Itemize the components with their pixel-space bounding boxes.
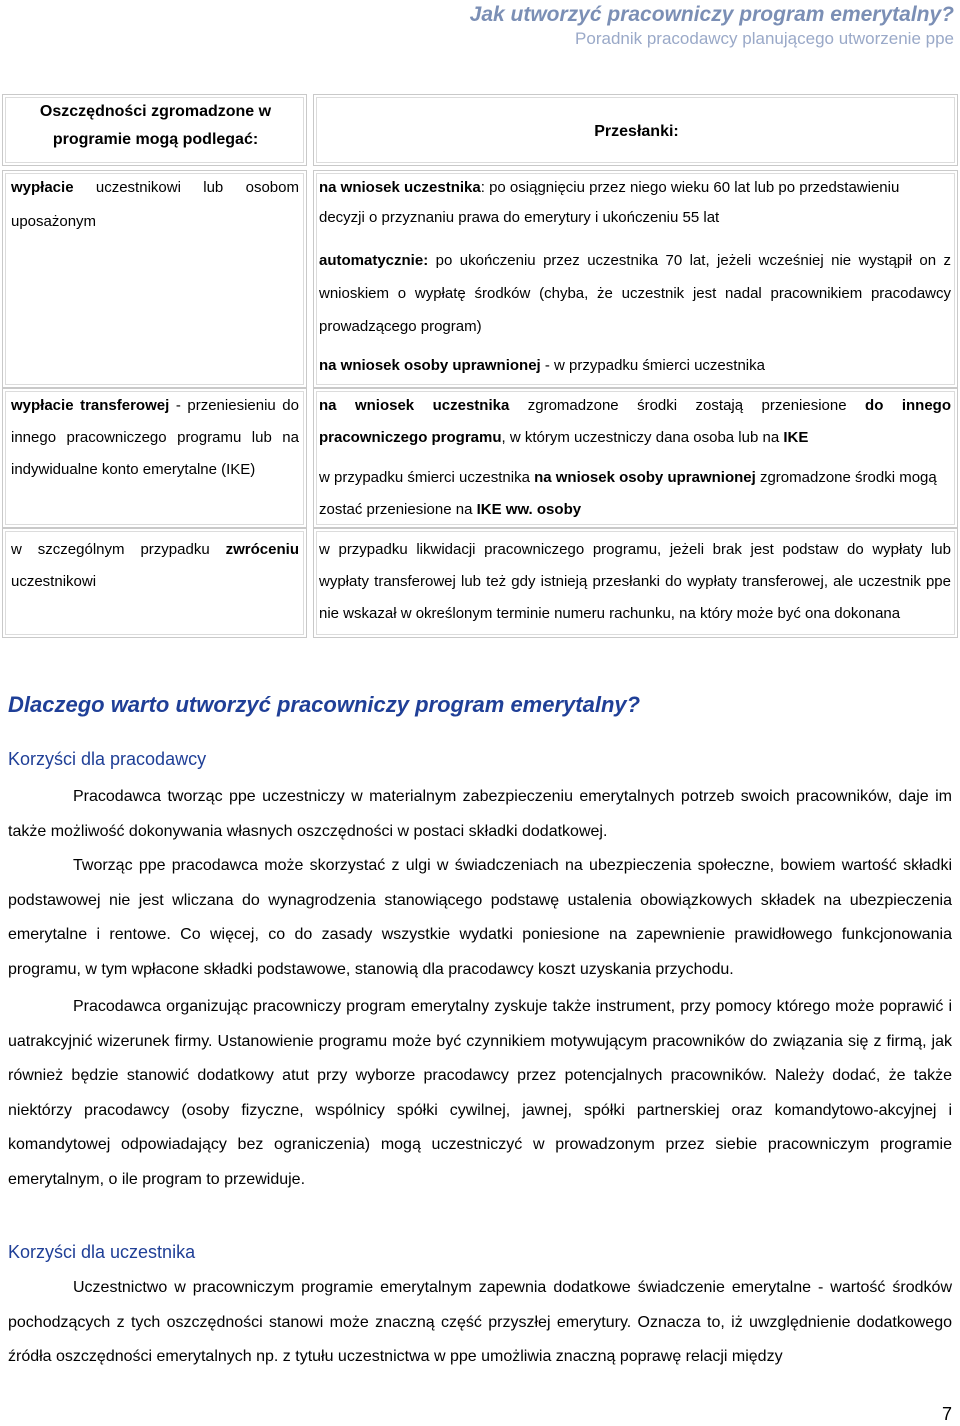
r1-left-line1 — [11, 171, 299, 204]
r2-left-line1 — [11, 389, 299, 422]
r1-left-word2: uczestnikowi — [95, 179, 181, 196]
r2-left-line3: indywidualne konto emerytalne (IKE) — [11, 461, 256, 478]
paragraph-2: Tworząc ppe pracodawca może skorzystać z ulgi w świadczeniach na ubezpieczenia społeczne, bowiem wartość składki podstawowej nie jest wliczana do wynagrodzenia stanowiącego podstawę ustalenia obowiązkowych składek na ubezpieczenia emerytalne i rentowe. Co więcej, co do zasady wszystkie wydatki poniesione na zapewnienie prawidłowego funkcjonowania programu, w tym wpłacone składki podstawowe, stanowią dla pracodawcy koszt uzyskania przychodu. — [8, 857, 952, 978]
r3-right-line3: nie wskazał w określonym terminie numeru rachunku, na który może być ona dokonana — [319, 605, 901, 622]
r1-p3-bold: na wniosek osoby uprawnionej — [319, 357, 541, 374]
r2-right-line2 — [319, 421, 808, 454]
running-header — [470, 2, 954, 50]
table-row-3-right — [313, 528, 958, 638]
r1-p1-bold: na wniosek uczestnika — [319, 179, 481, 196]
r1-right-p2-line2: wnioskiem o wypłatę środków (chyba, że uczestnik jest nadal pracownikiem pracodawcy — [319, 285, 951, 302]
r2-l2-bold2: IKE — [783, 429, 809, 446]
r3-left-pre: w szczególnym przypadku — [11, 541, 226, 558]
r1-right-p2-line3: prowadzącego program) — [319, 318, 482, 335]
r2-l1-bold2: do innego — [865, 397, 951, 414]
r2-l3-pre: w przypadku śmierci uczestnika — [319, 469, 535, 486]
conditions-table — [2, 94, 958, 638]
r2-l2-bold: pracowniczego programu — [319, 429, 502, 446]
col1-header: Oszczędności zgromadzone w programie mogą podlegać: — [39, 103, 272, 148]
header-subtitle: Poradnik pracodawcy planującego utworzenie ppe — [575, 29, 954, 48]
page-number: 7 — [941, 1404, 952, 1424]
table-header-right-cell — [313, 94, 958, 166]
r3-left-line1 — [11, 533, 299, 566]
employer-benefits-heading: Korzyści dla pracodawcy — [8, 749, 207, 769]
table-header-left-cell — [2, 94, 307, 166]
r2-left-bold: wypłacie transferowej — [11, 397, 170, 414]
r1-left-word1: wypłacie — [11, 179, 74, 196]
paragraph-1: Pracodawca tworząc ppe uczestniczy w materialnym zabezpieczeniu emerytalnych potrzeb swoich pracowników, daje im także możliwość dokonywania własnych oszczędności w postaci składki dodatkowej. — [8, 788, 952, 840]
table-row-1-right — [313, 170, 958, 388]
paragraph-3: Pracodawca organizując pracowniczy program emerytalny zyskuje także instrument, przy pomocy którego może poprawić i uatrakcyjnić wizerunek firmy. Ustanowienie programu może być czynnikiem motywującym pracowników do związania się z firmą, jak również będzie stanowić dodatkowy atut przy wyborze pracodawcy przez potencjalnych pracowników. Należy dodać, że także niektórzy pracodawcy (osoby fizyczne, wspólnicy spółki cywilnej, jawnej, spółki partnerskiej oraz komandytowo-akcyjnej i komandytowej odpowiadający bez ograniczenia) mogą uczestniczyć w prowadzonym przez siebie pracowniczym programie emerytalnym, o ile program to przewiduje. — [8, 998, 952, 1188]
r1-right-p2-line1 — [319, 244, 951, 277]
col2-header: Przesłanki: — [594, 123, 679, 140]
table-row-1-left — [2, 170, 307, 388]
r3-right-line2: wypłaty transferowej lub też gdy istnieją przesłanki do wypłaty transferowej, ale uczestnik ppe — [319, 573, 951, 590]
r1-p1-rest: : po osiągnięciu przez niego wieku 60 lat lub po przedstawieniu — [480, 179, 900, 196]
r1-p3-rest: - w przypadku śmierci uczestnika — [540, 357, 765, 374]
r1-p2-rest: po ukończeniu przez uczestnika 70 lat, jeżeli wcześniej nie wystąpił on z — [428, 252, 951, 269]
r2-right-line3 — [319, 461, 937, 494]
r1-left-word4: osobom — [245, 179, 299, 196]
r2-l3-bold: na wniosek osoby uprawnionej — [534, 469, 756, 486]
paragraph-4: Uczestnictwo w pracowniczym programie emerytalnym zapewnia dodatkowe świadczenie emerytalne - wartość środków pochodzących z tych oszczędności stanowi może znaczną część przyszłej emerytury. Oznacza to, iż uwzględnienie dodatkowego źródła oszczędności emerytalnych np. z tytułu uczestnictwa w ppe umożliwia znaczną poprawę relacji między — [8, 1279, 952, 1365]
r1-p2-bold: automatycznie: — [319, 252, 429, 269]
r2-right-line1 — [319, 389, 951, 422]
section-heading: Dlaczego warto utworzyć pracowniczy program emerytalny? — [8, 692, 641, 717]
r2-l1-bold: na wniosek uczestnika — [319, 397, 510, 414]
r3-left-line2: uczestnikowi — [11, 573, 97, 590]
r2-l1-mid: zgromadzone środki zostają przeniesione — [509, 397, 866, 414]
participant-benefits-heading: Korzyści dla uczestnika — [8, 1242, 196, 1262]
table-row-3-left — [2, 528, 307, 638]
r3-left-bold: zwróceniu — [225, 541, 299, 558]
r2-left-rest: - przeniesieniu do — [169, 397, 299, 414]
r1-right-p3 — [319, 349, 765, 382]
r1-left-word3: lub — [203, 179, 224, 196]
r1-right-p1-line1 — [319, 171, 951, 204]
r1-right-p1-line2: decyzji o przyznaniu prawa do emerytury i ukończeniu 55 lat — [319, 209, 720, 226]
table-row-2-right — [313, 388, 958, 528]
table-row-2-left — [2, 388, 307, 528]
header-title: Jak utworzyć pracowniczy program emerytalny? — [469, 3, 954, 26]
r2-left-line2: innego pracowniczego programu lub na — [11, 429, 299, 446]
r2-l4-pre: zostać przeniesione na — [319, 501, 477, 518]
r2-right-line4 — [319, 493, 581, 526]
r2-l2-mid: , w którym uczestniczy dana osoba lub na — [501, 429, 784, 446]
r2-l3-rest: zgromadzone środki mogą — [755, 469, 937, 486]
r2-l4-bold: IKE ww. osoby — [476, 501, 582, 518]
r3-right-line1: w przypadku likwidacji pracowniczego programu, jeżeli brak jest podstaw do wypłaty lub — [319, 541, 951, 558]
r1-left-line2: uposażonym — [11, 213, 97, 230]
